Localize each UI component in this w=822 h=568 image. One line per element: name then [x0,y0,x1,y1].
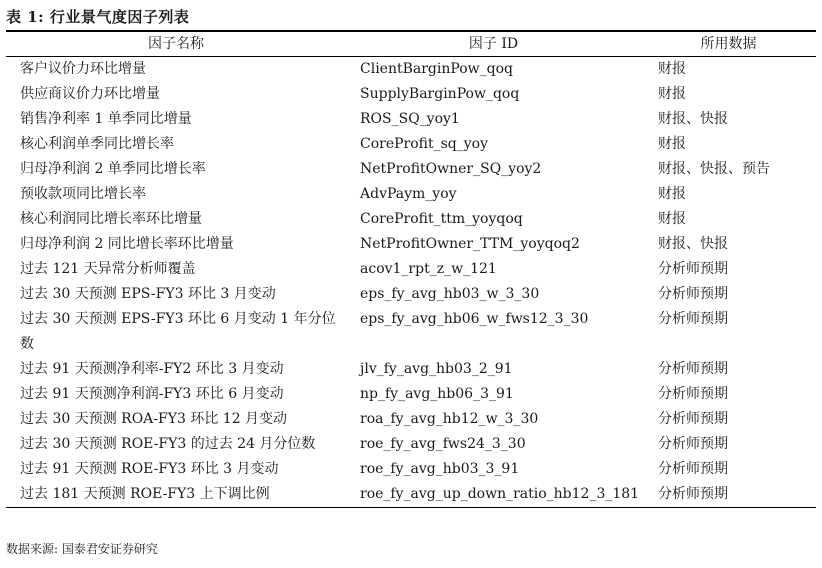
factor-id-cell: SupplyBarginPow_qoq [360,86,520,102]
factor-table [6,30,816,508]
factor-name-cell: 过去 30 天预测 ROA-FY3 环比 12 月变动 [20,411,288,427]
data-used-cell: 财报 [658,61,686,77]
data-source-note: 数据来源: 国泰君安证券研究 [6,542,158,556]
table-row [6,57,816,82]
factor-name-cell: 过去 91 天预测净利润-FY3 环比 6 月变动 [20,386,284,402]
table-row [6,432,816,457]
table-row [6,407,816,432]
table-row [6,457,816,482]
table-row [6,482,816,507]
factor-id-cell: acov1_rpt_z_w_121 [360,261,497,277]
factor-id-cell: eps_fy_avg_hb03_w_3_30 [360,286,540,302]
factor-name-cell: 客户议价力环比增量 [20,61,146,77]
factor-id-cell: AdvPaym_yoy [360,186,457,202]
factor-id-cell: ClientBarginPow_qoq [360,61,513,77]
factor-name-cell: 过去 91 天预测净利率-FY2 环比 3 月变动 [20,361,284,377]
data-used-cell: 分析师预期 [658,361,728,377]
factor-name-cell: 销售净利率 1 单季同比增量 [20,111,192,127]
table-row [6,257,816,282]
factor-name-cell: 归母净利润 2 单季同比增长率 [20,161,206,177]
factor-id-cell: NetProfitOwner_SQ_yoy2 [360,161,542,177]
factor-id-cell: np_fy_avg_hb06_3_91 [360,386,514,402]
table-body [6,57,816,507]
table-row [6,82,816,107]
table-row [6,132,816,157]
factor-name-cell: 供应商议价力环比增量 [20,86,160,102]
factor-name-cell: 过去 30 天预测 EPS-FY3 环比 6 月变动 1 年分位数 [20,311,336,352]
table-row [6,382,816,407]
factor-name-cell: 过去 30 天预测 ROE-FY3 的过去 24 月分位数 [20,436,316,452]
table-row [6,282,816,307]
table-row [6,107,816,132]
factor-id-cell: roe_fy_avg_fws24_3_30 [360,436,526,452]
factor-name-cell: 核心利润单季同比增长率 [20,136,174,152]
factor-name-cell: 过去 121 天异常分析师覆盖 [20,261,196,277]
data-used-cell: 财报、快报 [658,236,728,252]
factor-id-cell: roa_fy_avg_hb12_w_3_30 [360,411,539,427]
data-used-cell: 财报 [658,186,686,202]
factor-name-cell: 预收款项同比增长率 [20,186,146,202]
data-used-cell: 财报 [658,211,686,227]
data-used-cell: 分析师预期 [658,436,728,452]
factor-id-cell: CoreProfit_ttm_yoyqoq [360,211,523,227]
factor-name-cell: 核心利润同比增长率环比增量 [20,211,202,227]
data-used-cell: 分析师预期 [658,486,728,502]
data-used-cell: 财报、快报、预告 [658,161,770,177]
data-used-cell: 分析师预期 [658,311,728,327]
table-row [6,232,816,257]
factor-id-cell: eps_fy_avg_hb06_w_fws12_3_30 [360,311,589,327]
factor-id-cell: roe_fy_avg_up_down_ratio_hb12_3_181 [360,486,640,502]
data-used-cell: 财报 [658,136,686,152]
table-title: 表 1: 行业景气度因子列表 [6,8,190,26]
factor-name-cell: 过去 91 天预测 ROE-FY3 环比 3 月变动 [20,461,279,477]
data-used-cell: 财报、快报 [658,111,728,127]
factor-name-cell: 过去 181 天预测 ROE-FY3 上下调比例 [20,486,270,502]
factor-id-cell: CoreProfit_sq_yoy [360,136,489,152]
data-used-cell: 财报 [658,86,686,102]
table-row [6,207,816,232]
table-row [6,157,816,182]
factor-id-cell: NetProfitOwner_TTM_yoyqoq2 [360,236,580,252]
header-data-used: 所用数据 [700,36,757,52]
data-used-cell: 分析师预期 [658,461,728,477]
data-used-cell: 分析师预期 [658,411,728,427]
data-used-cell: 分析师预期 [658,286,728,302]
data-used-cell: 分析师预期 [658,261,728,277]
factor-name-cell: 过去 30 天预测 EPS-FY3 环比 3 月变动 [20,286,276,302]
factor-id-cell: ROS_SQ_yoy1 [360,111,460,127]
table-header [6,32,816,57]
table-row [6,182,816,207]
factor-name-cell: 归母净利润 2 同比增长率环比增量 [20,236,234,252]
header-factor-id: 因子 ID [468,36,519,52]
data-used-cell: 分析师预期 [658,386,728,402]
header-factor-name: 因子名称 [148,36,204,52]
factor-id-cell: roe_fy_avg_hb03_3_91 [360,461,520,477]
factor-id-cell: jlv_fy_avg_hb03_2_91 [360,361,513,377]
table-row [6,307,816,357]
table-row [6,357,816,382]
